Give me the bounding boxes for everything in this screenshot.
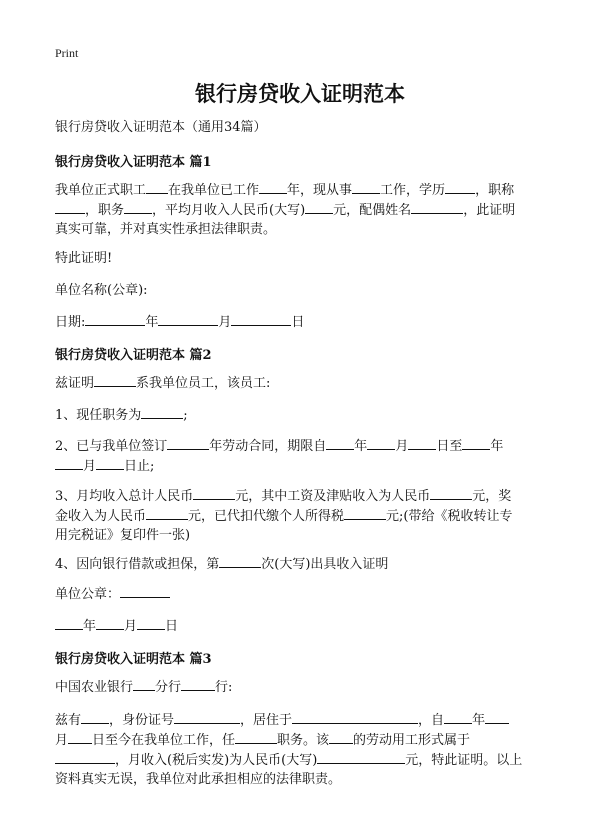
section-3-paragraph-line2: 月 日至今在我单位工作，任 职务。该 的劳动用工形式属于: [55, 730, 470, 751]
section-2-item-1: 1、现任职务为 ;: [55, 405, 188, 426]
section-2-intro: 兹证明 系我单位员工，该员工:: [55, 373, 270, 394]
section-1-date-line: 日期: 年 月 日: [55, 312, 304, 333]
section-3-addressee: 中国农业银行 分行 行:: [55, 677, 232, 698]
section-2-item-2-line1: 2、已与我单位签订 年劳动合同，期限自 年 月 日至 年: [55, 436, 503, 457]
section-1-closing: 特此证明!: [55, 251, 113, 266]
section-2-item-3-line2: 金收入为人民币 元，已代扣代缴个人所得税 元;(带给《税收转让专: [55, 506, 512, 527]
section-3-paragraph-line4: 资料真实无误，我单位对此承担相应的法律职责。: [55, 772, 342, 787]
section-2-heading: 银行房贷收入证明范本 篇2: [55, 348, 212, 363]
section-1-paragraph-line3: 真实可靠，并对真实性承担法律职责。: [55, 222, 277, 237]
section-2-seal: 单位公章：: [55, 584, 170, 605]
print-link[interactable]: Print: [55, 46, 79, 60]
section-1-paragraph-line1: 我单位正式职工 在我单位已工作 年，现从事 工作，学历 ，职称: [55, 180, 514, 201]
section-2-date-line: 年 月 日: [55, 616, 178, 637]
section-2-item-4: 4、因向银行借款或担保，第 次(大写)出具收入证明: [55, 554, 388, 575]
section-3-heading: 银行房贷收入证明范本 篇3: [55, 652, 212, 667]
document-subtitle: 银行房贷收入证明范本（通用34篇）: [55, 120, 267, 135]
section-1-unit-name: 单位名称(公章):: [55, 283, 148, 298]
section-3-paragraph-line3: ，月收入(税后实发)为人民币(大写) 元，特此证明。以上: [55, 750, 522, 771]
section-2-item-3-line1: 3、月均收入总计人民币 元，其中工资及津贴收入为人民币 元，奖: [55, 486, 511, 507]
section-2-item-3-line3: 用完税证》复印件一张): [55, 528, 191, 543]
section-3-paragraph-line1: 兹有 ，身份证号 ，居住于 ，自 年: [55, 710, 509, 731]
section-1-heading: 银行房贷收入证明范本 篇1: [55, 155, 212, 170]
page-title: 银行房贷收入证明范本: [195, 81, 405, 106]
section-1-paragraph-line2: ，职务 ，平均月收入人民币(大写) 元，配偶姓名 ，此证明: [55, 200, 515, 221]
section-2-item-2-line2: 月 日止;: [55, 456, 154, 477]
